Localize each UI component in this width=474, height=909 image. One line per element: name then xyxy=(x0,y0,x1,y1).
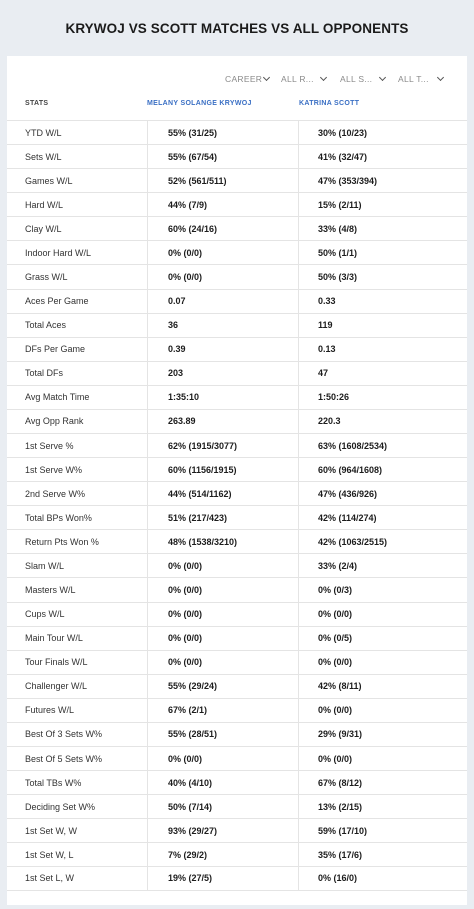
stat-label: Aces Per Game xyxy=(25,296,89,307)
chevron-down-icon xyxy=(378,74,388,84)
player2-value: 42% (114/274) xyxy=(318,512,377,523)
table-row xyxy=(7,650,467,674)
stat-label: Avg Match Time xyxy=(25,392,90,403)
player1-value: 62% (1915/3077) xyxy=(147,434,299,457)
stat-label: Clay W/L xyxy=(25,223,62,234)
player2-value: 41% (32/47) xyxy=(318,151,368,162)
tournament-filter-select[interactable] xyxy=(392,68,448,90)
stat-label: Main Tour W/L xyxy=(25,633,83,644)
stat-label: Total BPs Won% xyxy=(25,512,92,523)
table-row xyxy=(7,770,467,794)
table-row xyxy=(7,794,467,818)
player2-value: 33% (2/4) xyxy=(318,560,358,571)
player2-value: 35% (17/6) xyxy=(318,849,363,860)
table-row xyxy=(7,192,467,216)
stat-label: Hard W/L xyxy=(25,199,64,210)
player2-value: 47% (353/394) xyxy=(318,175,378,186)
player2-value: 13% (2/15) xyxy=(318,801,363,812)
player2-value: 0% (0/5) xyxy=(318,633,353,644)
table-row xyxy=(7,626,467,650)
player2-value: 0% (0/0) xyxy=(318,657,353,668)
table-row xyxy=(7,674,467,698)
player1-value: 0% (0/0) xyxy=(147,627,299,650)
player2-value: 60% (964/1608) xyxy=(318,464,383,475)
player1-value: 0% (0/0) xyxy=(147,603,299,626)
player2-value: 50% (1/1) xyxy=(318,247,358,258)
title-bar xyxy=(0,0,474,56)
stat-label: DFs Per Game xyxy=(25,344,86,355)
player2-value: 0% (0/0) xyxy=(318,609,353,620)
player2-value: 15% (2/11) xyxy=(318,199,362,210)
period-filter-select[interactable] xyxy=(219,68,273,90)
stat-label: Sets W/L xyxy=(25,151,62,162)
stat-label: Futures W/L xyxy=(25,705,75,716)
stat-label: YTD W/L xyxy=(25,127,62,138)
player1-value: 55% (28/51) xyxy=(147,723,299,746)
player2-value: 63% (1608/2534) xyxy=(318,440,388,451)
player1-column-header[interactable]: MELANY SOLANGE KRYWOJ xyxy=(147,100,252,107)
table-row xyxy=(7,602,467,626)
table-row xyxy=(7,842,467,866)
stat-label: Indoor Hard W/L xyxy=(25,247,92,258)
table-row xyxy=(7,240,467,264)
round-filter-select[interactable] xyxy=(275,68,331,90)
stat-label: Best Of 3 Sets W% xyxy=(25,729,103,740)
filter-bar xyxy=(7,68,467,90)
player1-value: 52% (561/511) xyxy=(147,169,299,192)
stat-label: Avg Opp Rank xyxy=(25,416,84,427)
player1-value: 93% (29/27) xyxy=(147,819,299,842)
player1-value: 55% (31/25) xyxy=(147,121,299,144)
player1-value: 44% (514/1162) xyxy=(147,482,299,505)
chevron-down-icon xyxy=(262,74,271,84)
table-row xyxy=(7,313,467,337)
player1-value: 50% (7/14) xyxy=(147,795,299,818)
player1-value: 44% (7/9) xyxy=(147,193,299,216)
table-header xyxy=(7,94,467,118)
player1-value: 0.07 xyxy=(147,290,299,313)
player2-value: 47 xyxy=(318,368,329,379)
player1-value: 36 xyxy=(147,314,299,337)
player1-value: 55% (67/54) xyxy=(147,145,299,168)
stat-label: 1st Set W, W xyxy=(25,825,78,836)
stat-label: Deciding Set W% xyxy=(25,801,96,812)
player1-value: 51% (217/423) xyxy=(147,506,299,529)
player1-value: 48% (1538/3210) xyxy=(147,530,299,553)
player1-value: 60% (1156/1915) xyxy=(147,458,299,481)
player1-value: 263.89 xyxy=(147,410,299,433)
player1-value: 0% (0/0) xyxy=(147,241,299,264)
stats-card xyxy=(7,56,467,905)
stat-label: 1st Set L, W xyxy=(25,873,75,884)
player2-value: 42% (8/11) xyxy=(318,681,362,692)
stat-label: Best Of 5 Sets W% xyxy=(25,753,103,764)
table-row xyxy=(7,746,467,770)
period-filter-label: CAREER xyxy=(225,74,263,84)
surface-filter-select[interactable] xyxy=(334,68,390,90)
player1-value: 40% (4/10) xyxy=(147,771,299,794)
player1-value: 60% (24/16) xyxy=(147,217,299,240)
player1-value: 1:35:10 xyxy=(147,386,299,409)
table-row xyxy=(7,216,467,240)
table-row xyxy=(7,409,467,433)
table-row xyxy=(7,264,467,288)
player2-value: 0% (0/0) xyxy=(318,753,353,764)
page-title: KRYWOJ VS SCOTT MATCHES VS ALL OPPONENTS xyxy=(65,20,409,36)
table-row xyxy=(7,553,467,577)
player1-value: 0% (0/0) xyxy=(147,554,299,577)
chevron-down-icon xyxy=(436,74,446,84)
player1-value: 0.39 xyxy=(147,338,299,361)
player2-value: 0% (16/0) xyxy=(318,873,358,884)
chevron-down-icon xyxy=(319,74,329,84)
stat-label: Total Aces xyxy=(25,320,67,331)
table-row xyxy=(7,866,467,890)
table-row xyxy=(7,385,467,409)
table-row xyxy=(7,337,467,361)
round-filter-label: ALL R... xyxy=(281,74,314,84)
stat-label: Masters W/L xyxy=(25,585,76,596)
player2-value: 30% (10/23) xyxy=(318,127,368,138)
stat-label: 1st Set W, L xyxy=(25,849,74,860)
surface-filter-label: ALL S... xyxy=(340,74,373,84)
table-row xyxy=(7,818,467,842)
stat-label: Grass W/L xyxy=(25,272,68,282)
player1-value: 0% (0/0) xyxy=(147,747,299,770)
player1-value: 0% (0/0) xyxy=(147,651,299,674)
player2-value: 47% (436/926) xyxy=(318,488,378,499)
stats-table-body xyxy=(7,120,467,891)
stat-label: Total TBs W% xyxy=(25,777,82,788)
player1-value: 67% (2/1) xyxy=(147,699,299,722)
stat-label: Slam W/L xyxy=(25,560,65,571)
player2-value: 1:50:26 xyxy=(318,392,350,403)
player2-value: 0.13 xyxy=(318,344,336,355)
table-row xyxy=(7,361,467,385)
player2-value: 0.33 xyxy=(318,296,336,307)
stat-label: Cups W/L xyxy=(25,609,65,620)
player1-value: 0% (0/0) xyxy=(147,578,299,601)
stat-label: Return Pts Won % xyxy=(25,536,99,547)
stat-label: Challenger W/L xyxy=(25,681,88,692)
player1-value: 0% (0/0) xyxy=(147,265,299,288)
table-row xyxy=(7,577,467,601)
stat-label: Tour Finals W/L xyxy=(25,657,88,668)
player2-column-header[interactable]: KATRINA SCOTT xyxy=(299,100,360,107)
table-row xyxy=(7,433,467,457)
stat-label: Total DFs xyxy=(25,368,64,379)
table-row xyxy=(7,168,467,192)
table-row xyxy=(7,722,467,746)
player2-value: 50% (3/3) xyxy=(318,272,358,282)
stat-label: 1st Serve % xyxy=(25,440,74,451)
player2-value: 119 xyxy=(318,320,333,331)
stat-label: Games W/L xyxy=(25,175,73,186)
table-row xyxy=(7,698,467,722)
stat-label: 1st Serve W% xyxy=(25,464,83,475)
table-row xyxy=(7,481,467,505)
player2-value: 29% (9/31) xyxy=(318,729,363,740)
table-row xyxy=(7,120,467,144)
player1-value: 7% (29/2) xyxy=(147,843,299,866)
player2-value: 59% (17/10) xyxy=(318,825,368,836)
player2-value: 0% (0/0) xyxy=(318,705,353,716)
stat-label: 2nd Serve W% xyxy=(25,488,86,499)
player1-value: 55% (29/24) xyxy=(147,675,299,698)
tournament-filter-label: ALL T... xyxy=(398,74,429,84)
player2-value: 220.3 xyxy=(318,416,341,427)
table-row xyxy=(7,529,467,553)
table-row xyxy=(7,289,467,313)
player2-value: 0% (0/3) xyxy=(318,585,353,596)
table-row xyxy=(7,144,467,168)
player2-value: 67% (8/12) xyxy=(318,777,363,788)
player2-value: 33% (4/8) xyxy=(318,223,358,234)
player1-value: 19% (27/5) xyxy=(147,867,299,889)
table-row xyxy=(7,505,467,529)
stats-column-header: STATS xyxy=(25,100,49,107)
player1-value: 203 xyxy=(147,362,299,385)
table-row xyxy=(7,457,467,481)
player2-value: 42% (1063/2515) xyxy=(318,536,388,547)
